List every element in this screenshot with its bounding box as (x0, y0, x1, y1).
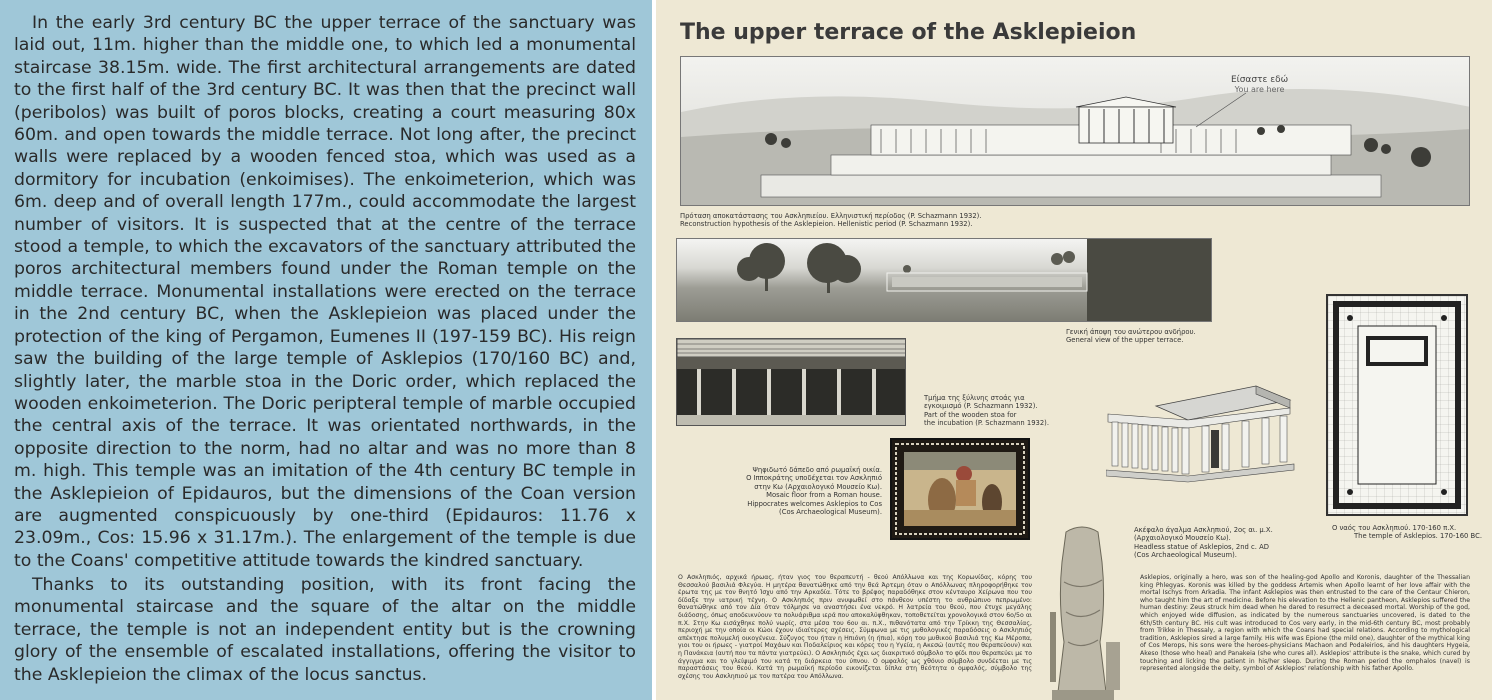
mosaic-caption-greek-1: Ψηφιδωτό δάπεδο από ρωμαϊκή οικία. (752, 466, 882, 474)
mosaic-caption-english-3: (Cos Archaeological Museum). (779, 508, 882, 517)
body-paragraph-1: In the early 3rd century BC the upper terrace of the sanctuary was laid out, 11m. higher than the middle one, to which led a monumental staircase 38.15m. wide. The first architectural arrangements are dated to the first half of the 3rd century BC. It was then that the precinct wall (peribolos) was built of poros blocks, creating a court measuring 80x 60m. and open towards the middle terrace. Not long after, the precinct walls were replaced by a wooden fenced stoa, which was used as a dormitory for incubation (enkoimises). The enkoimeterion, which was 6m. deep and of overall length 177m., could accommodate the largest number of visitors. It is suspected that at the centre of the terrace stood a temple, to which the excavators of the sanctuary attributed the poros architectural members found under the Roman temple on the middle terrace. Monumental installations were erected on the terrace in the 2nd century BC, when the Asklepieion was placed under the protection of the king of Pergamon, Eumenes II (197-159 BC). His reign saw the building of the large temple of Asklepios (170/160 BC) and, slightly later, the marble stoa in the Doric order, which replaced the wooden enkoimeterion. The Doric peripteral temple of marble occupied the central axis of the terrace. It was orientated northwards, in the opposite direction to the norm, had no altar and was no more than 8 m. high. This temple was an imitation of the 4th century BC temple in the Asklepieion of Epidauros, but the dimensions of the Coan version are augmented conspicuously by one-third (Epidauros: 11.76 x 23.09m., Cos: 15.96 x 31.17m.). The enlargement of the temple is due to the Coans' competitive attitude towards the kindred sanctuary. (14, 13, 636, 571)
stoa-caption-greek-1: Τμήμα της ξύλινης στοάς για (924, 394, 1025, 402)
panel-title: The upper terrace of the Asklepieion (680, 20, 1137, 45)
reconstruction-drawing (680, 56, 1470, 206)
statue-caption (1134, 526, 1334, 560)
statue-caption-english-1: Headless statue of Asklepios, 2nd c. AD (1134, 542, 1269, 551)
stoa-caption-english-1: Part of the wooden stoa for (924, 410, 1017, 419)
mosaic-photo (890, 438, 1030, 540)
reconstruction-caption-greek: Πρόταση αποκατάστασης του Ασκληπιείου. Ελληνιστική περίοδος (P. Schazmann 1932). (680, 212, 982, 220)
stoa-caption (924, 394, 1114, 428)
temple-plan (1326, 294, 1468, 516)
greek-body-text: Ο Ασκληπιός, αρχικά ήρωας, ήταν γιος του θεραπευτή - θεού Απόλλωνα και της Κορωνίδας, κόρης του Θεσσαλού βασιλιά Φλεγύα. Η μητέρα θανατώθηκε από την θεά Άρτεμη όταν ο Απόλλωνας πληροφορήθηκε τον έρωτα της με τον θνητό Ίσχυ από την Αρκαδία. Τότε το βρέφος παραδόθηκε στον κένταυρο Χείρωνα που του δίδαξε την ιατρική τέχνη. Ο Ασκληπιός πριν ανυψωθεί στο πάνθεον υπέστη το ανθρώπινο πεπρωμένο: θανατώθηκε από τον Δία όταν τόλμησε να αναστήσει ένα νεκρό. Η λατρεία του θεού, που έτυχε μεγάλης διάδοσης, όπως αποδεικνύουν τα πολυάριθμα ιερά που αποκαλύφθηκαν, τοποθετείται χρονολογικά στον 6ο/5ο αι π.Χ. Στην Κω εισάχθηκε πολύ νωρίς, στα μέσα του 6ου αι. π.Χ., πιθανότατα από την Τρίκκη της Θεσσαλίας, περιοχή με την οποία οι Κώοι έχουν ιδιαίτερες σχέσεις. Σύμφωνα με τις μυθολογικές παραδόσεις ο Ασκληπιός απέκτησε πολυμελή οικογένεια. Σύζυγος του ήταν η Ηπιόνη (η ήπια), κόρη του μυθικού βασιλιά της Κω Μέροπα, γιοι του οι ήρωες - γιατροί Μαχάων και Ποδαλείριος και κόρες του η Υγεία, η Ακεσώ (αυτές που θεραπεύουν) και η Πανάκεια (αυτή που τα πάντα γιατρεύει). Ο Ασκληπιός έχει ως διακριτικό σύμβολο το φίδι που θεραπεύει με το άγγιγμα και το γλείψιμό του κατά τη διάρκεια του ύπνου. Ο ομφαλός ως χθόνιο σύμβολο συνδέεται με τις παραστάσεις του θεού. Κατά τη ρωμαϊκή περίοδο εικονίζεται δίπλα στη θεότητα ο ομφαλός, σύμβολο της σχέσης του Ασκληπιού με τον πατέρα του Απόλλωνα. (678, 574, 1032, 680)
temple-caption-english: The temple of Asklepios. 170-160 BC. (1354, 532, 1482, 541)
illustrated-panel (656, 0, 1492, 700)
you-are-here-greek: Είσαστε εδώ (1231, 75, 1289, 85)
statue-caption-greek-2: (Αρχαιολογικό Μουσείο Κω). (1134, 534, 1231, 543)
temple-caption (1332, 524, 1482, 541)
mosaic-caption-english-2: Hippocrates welcomes Asklepios to Cos (747, 499, 882, 508)
reconstruction-caption-english: Reconstruction hypothesis of the Asklepieion. Hellenistic period (P. Schazmann 1932). (680, 220, 973, 229)
mosaic-caption (696, 466, 882, 516)
you-are-here-english: You are here (1234, 85, 1285, 94)
reconstruction-caption (680, 212, 1100, 229)
upper-terrace-photo (676, 238, 1212, 322)
statue-caption-greek-1: Ακέφαλο άγαλμα Ασκληπιού, 2ος αι. μ.Χ. (1134, 526, 1273, 534)
mosaic-caption-greek-2: Ο Ιπποκράτης υποδέχεται τον Ασκληπιό (746, 474, 882, 483)
you-are-here-label (1231, 75, 1288, 94)
english-text-panel (0, 0, 652, 700)
temple-drawing (1106, 378, 1296, 486)
mosaic-caption-english-1: Mosaic floor from a Roman house. (766, 491, 882, 500)
statue-photo (1036, 522, 1128, 700)
view-caption-english: General view of the upper terrace. (1066, 336, 1184, 345)
stoa-caption-greek-2: εγκοιμισμό (P. Schazmann 1932). (924, 402, 1038, 411)
stoa-caption-english-2: the incubation (P. Schazmann 1932). (924, 419, 1049, 428)
body-paragraph-2: Thanks to its outstanding position, with its front facing the monumental staircase and the square of the altar on the middle terrace, the temple is not an independent entity but is the crowning glory of the ensemble of escalated installations, offering the visitor to the Asklepieion the climax of the locus sanctus. (14, 575, 636, 685)
mosaic-caption-greek-3: στην Κω (Αρχαιολογικό Μουσείο Κω). (754, 482, 882, 491)
view-caption (1066, 328, 1266, 345)
view-caption-greek: Γενική άποψη του ανώτερου ανδήρου. (1066, 328, 1196, 336)
temple-caption-greek: Ο ναός του Ασκληπιού. 170-160 π.Χ. (1332, 524, 1457, 532)
wooden-stoa-drawing (676, 338, 906, 426)
statue-caption-english-2: (Cos Archaeological Museum). (1134, 551, 1237, 560)
english-body-text: Asklepios, originally a hero, was son of the healing-god Apollo and Koronis, daughter of the Thessalian king Phlegyas. Koronis was killed by the goddess Artemis when Apollo learnt of her love affair with the mortal Ischys from Arkadia. The infant Asklepios was then entrusted to the care of the Centaur Chieron, who taught him the art of medicine. Before his elevation to the Hellenic pantheon, Asklepios suffered the human destiny: Zeus struck him dead when he dared to resurrect a deceased mortal. Worship of the god, which enjoyed wide diffusion, as indicated by the numerous sanctuaries uncovered, is dated to the 6th/5th century BC. His cult was introduced to Cos very early, in the mid-6th century BC, most probably from Trikke in Thessaly, a region with which the Coans had special relations. According to mythological tradition, Asklepios sired a large family. His wife was Epione (the mild one), daughter of the mythical king of Cos Merops, his sons were the heroes-physicians Machaon and Podaleirios, and his daughters Hygeia, Akeso (those who heal) and Panakeia (she who cures all). Asklepios' attribute is the snake, which cured by touching and licking the patient in his/her sleep. During the Roman period the omphalos (navel) is represented alongside the deity, symbol of Asklepios' relationship with his father Apollo. (1140, 574, 1470, 673)
